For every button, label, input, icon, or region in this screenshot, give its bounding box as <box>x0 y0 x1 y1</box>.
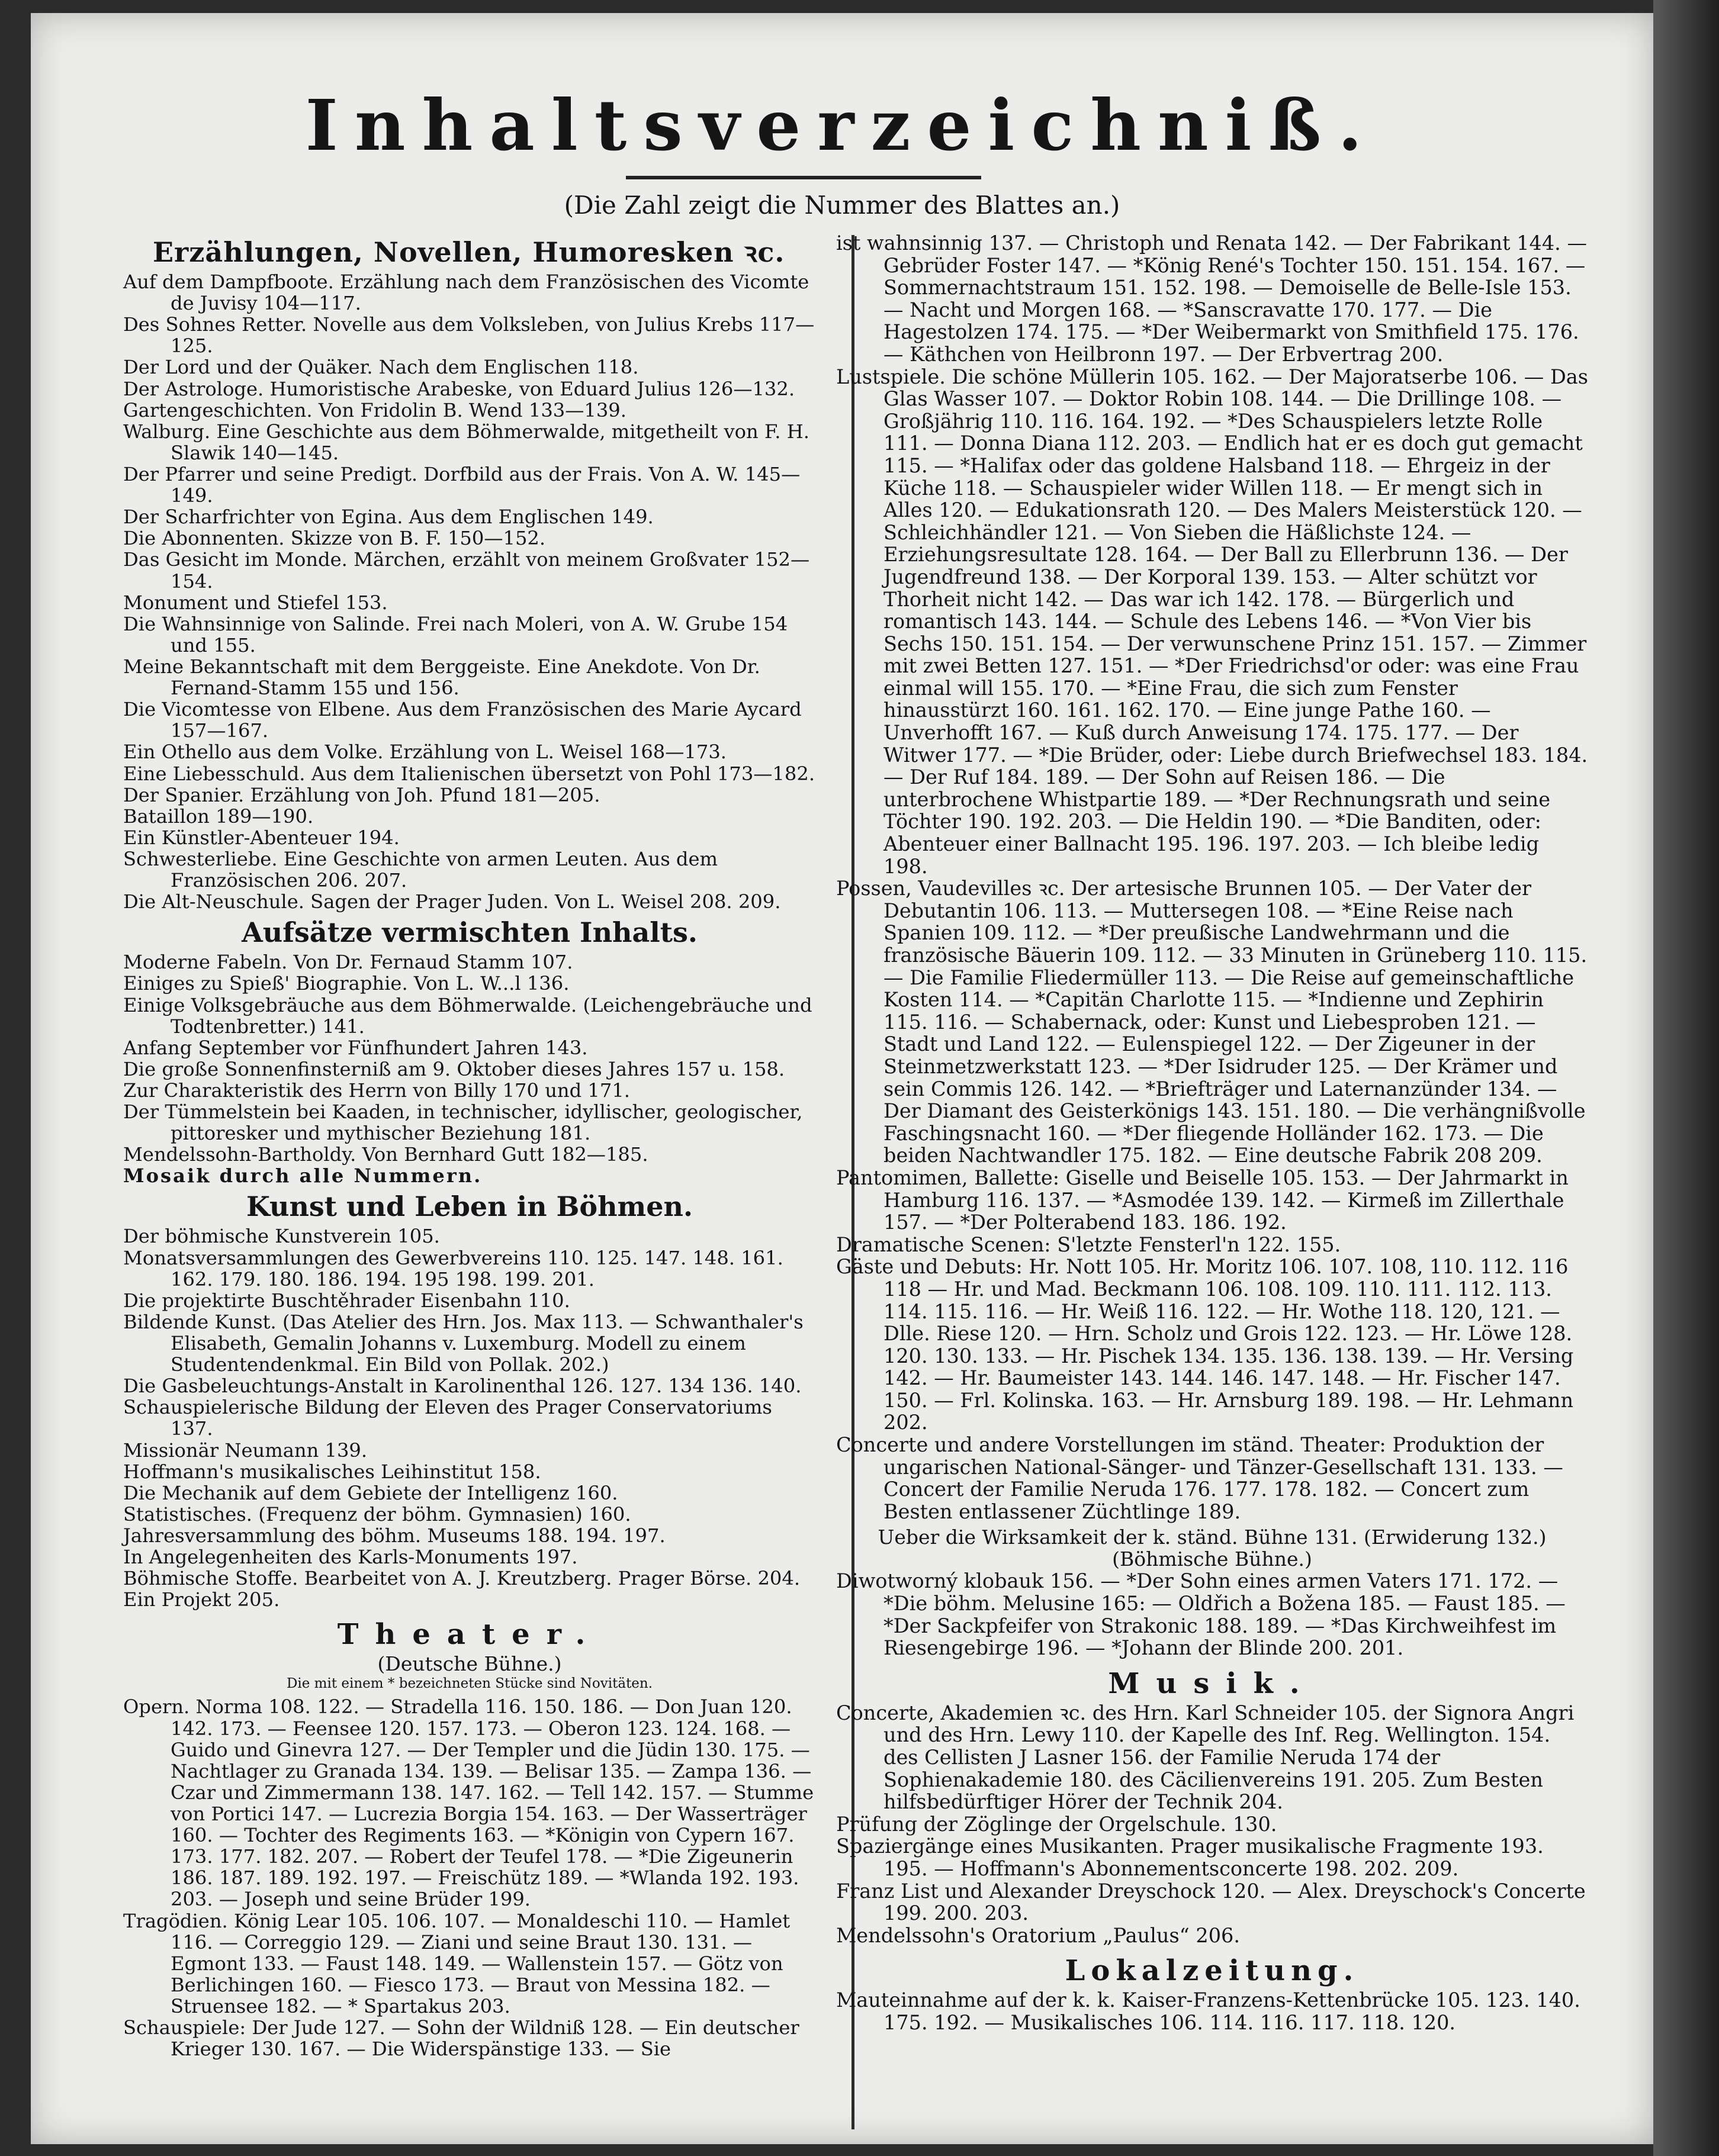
page-title: Inhaltsverzeichniß. <box>305 84 1379 166</box>
index-entry: Die Abonnenten. Skizze von B. F. 150—152. <box>123 527 546 550</box>
index-entry: Prüfung der Zöglinge der Orgelschule. 130. <box>836 1812 1277 1836</box>
section-heading-erzaehlungen: Erzählungen, Novellen, Humoresken ꝛc. <box>153 236 785 268</box>
index-entry: Schauspiele: Der Jude 127. — Sohn der Wildniß 128. — Ein deutscher Krieger 130. 167. — Die Widerspänstige 133. — Sie <box>123 2016 799 2061</box>
index-entry: Der Lord und der Quäker. Nach dem Englischen 118. <box>123 356 639 379</box>
dramatische-scenen-list <box>836 1234 1588 1256</box>
index-entry: Die große Sonnenfinsterniß am 9. Oktober dieses Jahres 157 u. 158. <box>123 1057 785 1080</box>
index-entry: Monument und Stiefel 153. <box>123 591 388 614</box>
index-entry: Walburg. Eine Geschichte aus dem Böhmerwalde, mitgetheilt von F. H. Slawik 140—145. <box>123 420 809 464</box>
title-underline <box>626 176 981 179</box>
section-heading-musik: Musik. <box>1108 1666 1316 1700</box>
index-entry: Gartengeschichten. Von Fridolin B. Wend 133—139. <box>123 398 626 421</box>
ueber-wirksamkeit-line: Ueber die Wirksamkeit der k. ständ. Bühne 131. (Erwiderung 132.) <box>878 1526 1547 1549</box>
index-entry: Der Pfarrer und seine Predigt. Dorfbild aus der Frais. Von A. W. 145—149. <box>123 462 801 507</box>
index-entry: Schwesterliebe. Eine Geschichte von armen Leuten. Aus dem Französischen 206. 207. <box>123 847 718 892</box>
index-entry: Die Wahnsinnige von Salinde. Frei nach Moleri, von A. W. Grube 154 und 155. <box>123 612 788 657</box>
index-entry: Auf dem Dampfboote. Erzählung nach dem Französischen des Vicomte de Juvisy 104—117. <box>123 271 809 315</box>
index-entry: Die Alt-Neuschule. Sagen der Prager Juden. Von L. Weisel 208. 209. <box>123 890 781 913</box>
index-entry: Einige Volksgebräuche aus dem Böhmerwalde. (Leichengebräuche und Todtenbretter.) 141. <box>123 993 812 1038</box>
index-entry: Missionär Neumann 139. <box>123 1439 368 1462</box>
index-entry: Meine Bekanntschaft mit dem Berggeiste. Eine Anekdote. Von Dr. Fernand-Stamm 155 und 156. <box>123 655 760 700</box>
index-entry: Einiges zu Spieß' Biographie. Von L. W...l 136. <box>123 972 570 995</box>
page-edge-shadow <box>1653 0 1719 2156</box>
boehmische-buehne-list <box>836 1570 1588 1659</box>
index-entry: Dramatische Scenen: S'letzte Fensterl'n 122. 155. <box>836 1233 1341 1256</box>
right-column <box>836 232 1588 2034</box>
musik-list <box>836 1702 1588 1947</box>
index-entry: Schauspielerische Bildung der Eleven des Prager Conservatoriums 137. <box>123 1396 772 1440</box>
schauspiele-continued-list <box>836 232 1588 366</box>
index-entry: Zur Charakteristik des Herrn von Billy 170 und 171. <box>123 1079 631 1102</box>
index-entry: Bataillon 189—190. <box>123 805 314 828</box>
possen-list <box>836 877 1588 1167</box>
document-page <box>31 13 1653 2144</box>
left-column <box>123 232 816 2060</box>
section-heading-kunst: Kunst und Leben in Böhmen. <box>246 1190 693 1223</box>
aufsaetze-list <box>123 951 816 1165</box>
index-entry: In Angelegenheiten des Karls-Monuments 197. <box>123 1546 578 1569</box>
section-heading-aufsaetze: Aufsätze vermischten Inhalts. <box>242 916 698 949</box>
index-entry: Der Scharfrichter von Egina. Aus dem Englischen 149. <box>123 506 654 529</box>
page-subtitle: (Die Zahl zeigt die Nummer des Blattes an.) <box>564 191 1120 220</box>
theater-subheading: (Deutsche Bühne.) <box>377 1652 562 1676</box>
index-entry: Der Astrologe. Humoristische Arabeske, von Eduard Julius 126—132. <box>123 377 795 400</box>
index-entry: Der böhmische Kunstverein 105. <box>123 1225 440 1248</box>
index-entry: Moderne Fabeln. Von Dr. Fernaud Stamm 107. <box>123 951 573 974</box>
index-entry: Concerte und andere Vorstellungen im ständ. Theater: Produktion der ungarischen National-Sänger- und Tänzer-Gesellschaft 131. 133. — Concert der Familie Neruda 176. 177. 178. 182. — Concert zum Besten entlassener Züchtlinge 189. <box>836 1433 1563 1523</box>
theater-list <box>123 1696 816 2060</box>
gaeste-list <box>836 1256 1588 1434</box>
index-entry: Böhmische Stoffe. Bearbeitet von A. J. Kreutzberg. Prager Börse. 204. <box>123 1567 801 1590</box>
index-entry: Ein Othello aus dem Volke. Erzählung von L. Weisel 168—173. <box>123 741 727 764</box>
lustspiele-list <box>836 366 1588 878</box>
index-entry: Mendelssohn's Oratorium „Paulus“ 206. <box>836 1923 1241 1947</box>
index-entry: Des Sohnes Retter. Novelle aus dem Volksleben, von Julius Krebs 117—125. <box>123 313 815 358</box>
index-entry: Eine Liebesschuld. Aus dem Italienischen übersetzt von Pohl 173—182. <box>123 762 815 785</box>
index-entry: Possen, Vaudevilles ꝛc. Der artesische Brunnen 105. — Der Vater der Debutantin 106. 113. — Muttersegen 108. — *Eine Reise nach Spanien 109. 112. — *Der preußische Landwehrmann und die französische Bäuerin 109. 112. — 33 Minuten in Grüneberg 110. 115. — Die Familie Fliedermüller 113. — Die Reise auf gemeinschaftliche Kosten 114. — *Capitän Charlotte 115. — *Indienne und Zephirin 115. 116. — Schabernack, oder: Kunst und Liebesproben 121. — Stadt und Land 122. — Eulenspiegel 122. — Der Zigeuner in der Steinmetzwerkstatt 123. — *Der Isidruder 125. — Der Krämer und sein Commis 126. 142. — *Briefträger und Laternanzünder 134. — Der Diamant des Geisterkönigs 143. 151. 180. — Die verhängnißvolle Faschingsnacht 160. — *Der fliegende Holländer 162. 173. — Die beiden Nachtwandler 175. 182. — Eine deutsche Fabrik 208 209. <box>836 877 1588 1167</box>
index-entry: Pantomimen, Ballette: Giselle und Beiselle 105. 153. — Der Jahrmarkt in Hamburg 116. 137. — *Asmodée 139. 142. — Kirmeß im Zillerthale 157. — *Der Polterabend 183. 186. 192. <box>836 1166 1569 1234</box>
index-entry: ist wahnsinnig 137. — Christoph und Renata 142. — Der Fabrikant 144. — Gebrüder Foster 147. — *König René's Tochter 150. 151. 154. 167. — Sommernachtstraum 151. 152. 198. — Demoiselle de Belle-Isle 153. — Nacht und Morgen 168. — *Sanscravatte 170. 177. — Die Hagestolzen 174. 175. — *Der Weibermarkt von Smithfield 175. 176. — Käthchen von Heilbronn 197. — Der Erbvertrag 200. <box>836 231 1587 366</box>
index-entry: Lustspiele. Die schöne Müllerin 105. 162. — Der Majoratserbe 106. — Das Glas Wasser 107. — Doktor Robin 108. 144. — Die Drillinge 108. — Großjährig 110. 116. 164. 192. — *Des Schauspielers letzte Rolle 111. — Donna Diana 112. 203. — Endlich hat er es doch gut gemacht 115. — *Halifax oder das goldene Halsband 118. — Ehrgeiz in der Küche 118. — Schauspieler wider Willen 118. — Er mengt sich in Alles 120. — Edukationsrath 120. — Des Malers Meisterstück 120. — Schleichhändler 121. — Von Sieben die Häßlichste 124. — Erziehungsresultate 128. 164. — Der Ball zu Ellerbrunn 136. — Der Jugendfreund 138. — Der Korporal 139. 153. — Alter schützt vor Thorheit nicht 142. — Das war ich 142. 178. — Bürgerlich und romantisch 143. 144. — Schule des Lebens 146. — *Von Vier bis Sechs 150. 151. 154. — Der verwunschene Prinz 151. 157. — Zimmer mit zwei Betten 127. 151. — *Der Friedrichsd'or oder: was eine Frau einmal will 155. 170. — *Eine Frau, die sich zum Fenster hinausstürzt 160. 161. 162. 170. — Eine junge Pathe 160. — Unverhofft 167. — Kuß durch Anweisung 174. 175. 177. — Der Witwer 177. — *Die Brüder, oder: Liebe durch Briefwechsel 183. 184. — Der Ruf 184. 189. — Der Sohn auf Reisen 186. — Die unterbrochene Whistpartie 189. — *Der Rechnungsrath und seine Töchter 190. 192. 203. — Die Heldin 190. — *Die Banditen, oder: Abenteuer einer Ballnacht 195. 196. 197. 203. — Ich bleibe ledig 198. <box>836 365 1588 878</box>
index-entry: Hoffmann's musikalisches Leihinstitut 158. <box>123 1460 541 1483</box>
kunst-list <box>123 1225 816 1610</box>
lokalzeitung-list <box>836 1989 1588 2033</box>
index-entry: Opern. Norma 108. 122. — Stradella 116. 150. 186. — Don Juan 120. 142. 173. — Feensee 120. 157. 173. — Oberon 123. 124. 168. — Guido und Ginevra 127. — Der Templer und die Jüdin 130. 175. — Nachtlager zu Granada 134. 139. — Belisar 135. — Zampa 136. — Czar und Zimmermann 138. 147. 162. — Tell 142. 157. — Stumme von Portici 147. — Lucrezia Borgia 154. 163. — Der Wasserträger 160. — Tochter des Regiments 163. — *Königin von Cypern 167. 173. 177. 182. 207. — Robert der Teufel 178. — *Die Zigeunerin 186. 187. 189. 192. 197. — Freischütz 189. — *Wlanda 192. 193. 203. — Joseph und seine Brüder 199. <box>123 1695 814 1911</box>
concerte-list <box>836 1434 1588 1523</box>
boehmische-buehne-subheading: (Böhmische Bühne.) <box>1112 1547 1312 1571</box>
erzaehlungen-list <box>123 271 816 912</box>
section-heading-lokalzeitung: Lokalzeitung. <box>1065 1954 1360 1988</box>
index-entry: Der Tümmelstein bei Kaaden, in technischer, idyllischer, geologischer, pittoresker und mythischer Beziehung 181. <box>123 1100 803 1145</box>
index-entry: Der Spanier. Erzählung von Joh. Pfund 181—205. <box>123 783 600 806</box>
index-entry: Gäste und Debuts: Hr. Nott 105. Hr. Moritz 106. 107. 108, 110. 112. 116 118 — Hr. und Mad. Beckmann 106. 108. 109. 110. 111. 112. 113. 114. 115. 116. — Hr. Weiß 116. 122. — Hr. Wothe 118. 120, 121. — Dlle. Riese 120. — Hrn. Scholz und Grois 122. 123. — Hr. Löwe 128. 120. 130. 133. — Hr. Pischek 134. 135. 136. 138. 139. — Hr. Versing 142. — Hr. Baumeister 143. 144. 146. 147. 148. — Hr. Fischer 147. 150. — Frl. Kolinska. 163. — Hr. Arnsburg 189. 198. — Hr. Lehmann 202. <box>836 1255 1574 1434</box>
index-entry: Statistisches. (Frequenz der böhm. Gymnasien) 160. <box>123 1502 631 1526</box>
index-entry: Jahresversammlung des böhm. Museums 188. 194. 197. <box>123 1524 666 1547</box>
index-entry: Tragödien. König Lear 105. 106. 107. — Monaldeschi 110. — Hamlet 116. — Correggio 129. — Ziani und seine Braut 130. 131. — Egmont 133. — Faust 148. 149. — Wallenstein 157. — Götz von Berlichingen 160. — Fiesco 173. — Braut von Messina 182. — Struensee 182. — * Spartakus 203. <box>123 1909 791 2017</box>
mosaik-entry: Mosaik durch alle Nummern. <box>123 1164 483 1188</box>
pantomimen-list <box>836 1167 1588 1234</box>
index-entry: Anfang September vor Fünfhundert Jahren 143. <box>123 1036 588 1059</box>
index-entry: Die projektirte Buschtěhrader Eisenbahn 110. <box>123 1289 570 1312</box>
index-entry: Diwotworný klobauk 156. — *Der Sohn eines armen Vaters 171. 172. — *Die böhm. Melusine 165: — Oldřich a Božena 185. — Faust 185. — *Der Sackpfeifer von Strakonic 188. 189. — *Das Kirchweihfest im Riesengebirge 196. — *Johann der Blinde 200. 201. <box>836 1569 1566 1660</box>
index-entry: Bildende Kunst. (Das Atelier des Hrn. Jos. Max 113. — Schwanthaler's Elisabeth, Gemalin Johanns v. Luxemburg. Modell zu einem Studentendenkmal. Ein Bild von Pollak. 202.) <box>123 1310 804 1376</box>
index-entry: Die Mechanik auf dem Gebiete der Intelligenz 160. <box>123 1481 618 1504</box>
theater-note: Die mit einem * bezeichneten Stücke sind Novitäten. <box>286 1676 653 1692</box>
index-entry: Das Gesicht im Monde. Märchen, erzählt von meinem Großvater 152—154. <box>123 548 810 593</box>
index-entry: Die Vicomtesse von Elbene. Aus dem Französischen des Marie Aycard 157—167. <box>123 698 802 742</box>
index-entry: Ein Künstler-Abenteuer 194. <box>123 826 400 849</box>
index-entry: Concerte, Akademien ꝛc. des Hrn. Karl Schneider 105. der Signora Angri und des Hrn. Lewy 110. der Kapelle des Inf. Reg. Wellington. 154. des Cellisten J Lasner 156. der Familie Neruda 174 der Sophienakademie 180. des Cäcilienvereins 191. 205. Zum Besten hilfsbedürftiger Hörer der Technik 204. <box>836 1701 1575 1814</box>
index-entry: Die Gasbeleuchtungs-Anstalt in Karolinenthal 126. 127. 134 136. 140. <box>123 1375 802 1398</box>
section-heading-theater: Theater. <box>337 1618 602 1652</box>
index-entry: Mendelssohn-Bartholdy. Von Bernhard Gutt 182—185. <box>123 1143 648 1166</box>
index-entry: Mauteinnahme auf der k. k. Kaiser-Franzens-Kettenbrücke 105. 123. 140. 175. 192. — Musikalisches 106. 114. 116. 117. 118. 120. <box>836 1988 1580 2034</box>
index-entry: Monatsversammlungen des Gewerbvereins 110. 125. 147. 148. 161. 162. 179. 180. 186. 194. 195 198. 199. 201. <box>123 1246 783 1291</box>
index-entry: Spaziergänge eines Musikanten. Prager musikalische Fragmente 193. 195. — Hoffmann's Abonnementsconcerte 198. 202. 209. <box>836 1835 1544 1880</box>
index-entry: Ein Projekt 205. <box>123 1588 280 1611</box>
index-entry: Franz List und Alexander Dreyschock 120. — Alex. Dreyschock's Concerte 199. 200. 203. <box>836 1879 1586 1925</box>
